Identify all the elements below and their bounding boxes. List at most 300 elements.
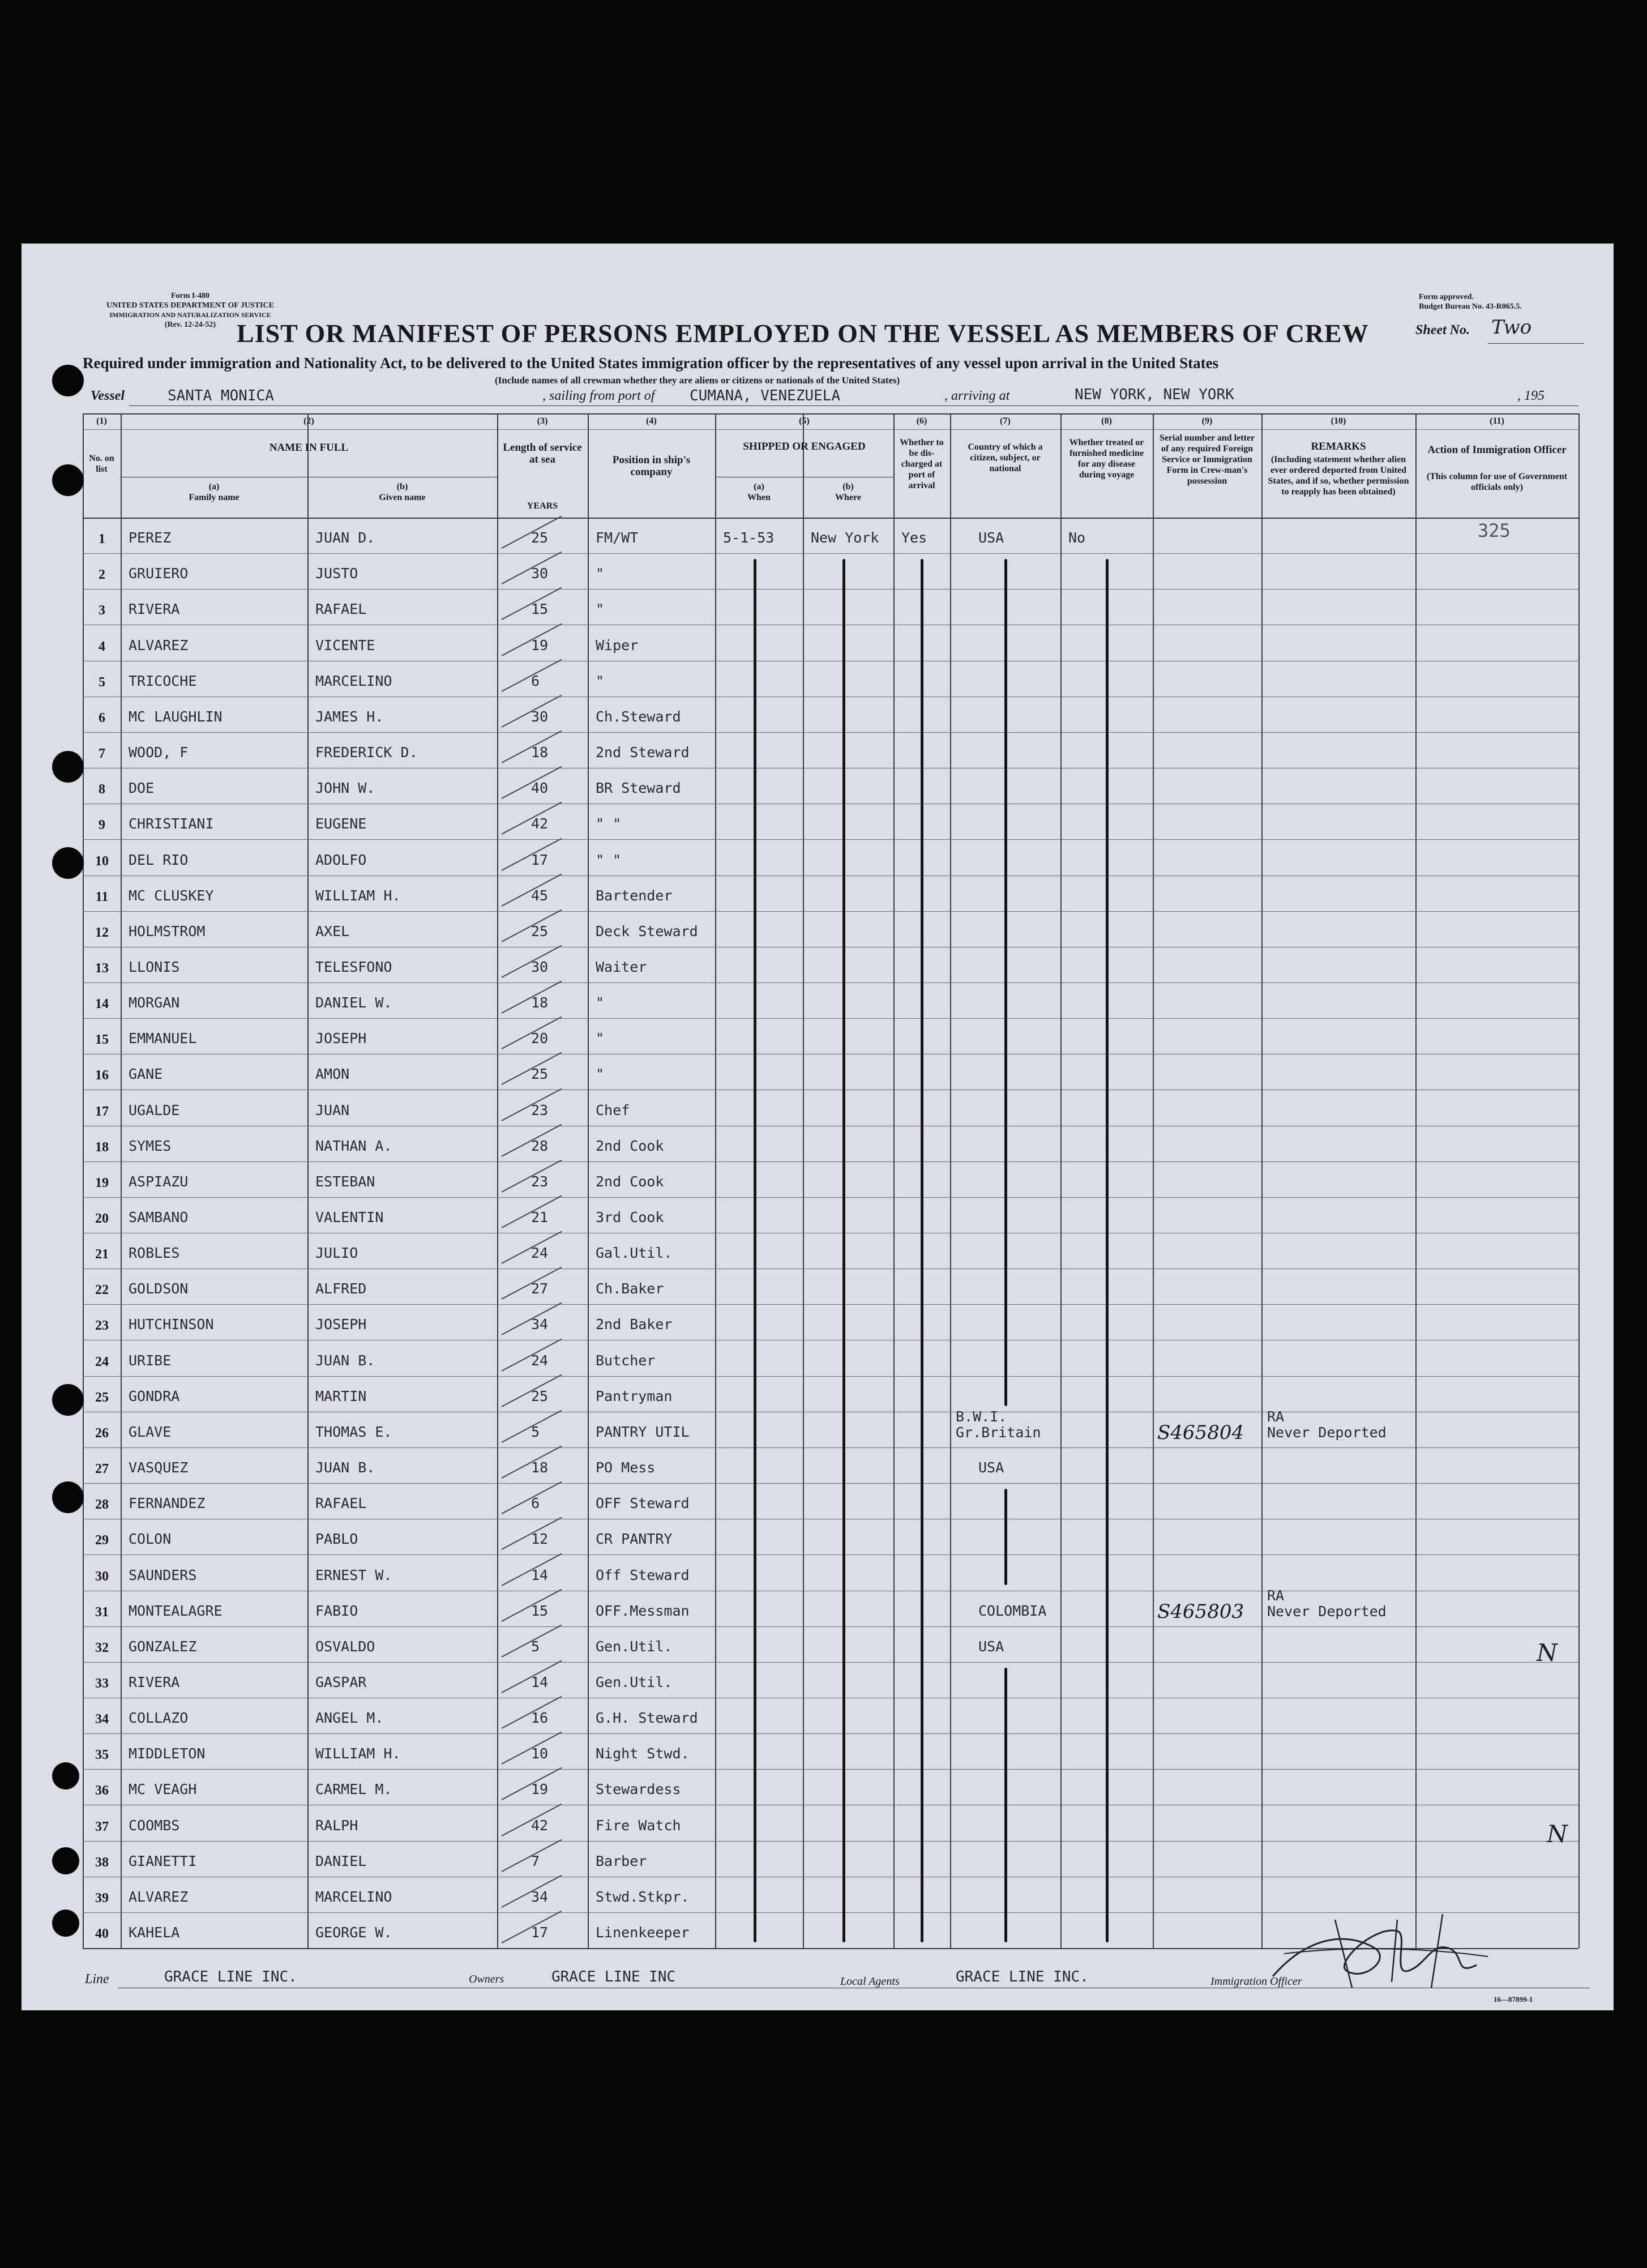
cell-years: 19 (531, 1781, 549, 1797)
cell-family: ASPIAZU (129, 1173, 189, 1190)
cell-years: 12 (531, 1531, 549, 1547)
row-rule (83, 1662, 1578, 1663)
cell-family: GANE (129, 1066, 163, 1082)
cell-given: GEORGE W. (315, 1924, 392, 1941)
row-number: 21 (95, 1247, 109, 1262)
cell-family: GLAVE (129, 1424, 172, 1440)
row-rule (83, 589, 1578, 590)
column-number: (5) (799, 416, 810, 426)
cell-years: 15 (531, 1603, 549, 1619)
row-rule (83, 553, 1578, 554)
row-number: 18 (95, 1140, 109, 1155)
cell-position: Barber (596, 1853, 647, 1869)
cell-years: 45 (531, 887, 549, 904)
cell-family: COOMBS (129, 1817, 180, 1834)
table-column-rule (588, 413, 589, 1948)
cell-family: MC VEAGH (129, 1781, 197, 1797)
cell-given: FREDERICK D. (315, 744, 418, 761)
cell-years: 42 (531, 1817, 549, 1834)
row-rule (83, 1769, 1578, 1770)
cell-years: 14 (531, 1674, 549, 1690)
cell-given: THOMAS E. (315, 1424, 392, 1440)
cell-family: COLLAZO (129, 1710, 189, 1726)
cell-position: Gen.Util. (596, 1674, 673, 1690)
cell-action: 325 (1478, 520, 1511, 541)
cell-given: AXEL (315, 923, 350, 939)
header-action: Action of Immigration Officer (1427, 444, 1567, 456)
cell-serial: S465803 (1157, 1600, 1244, 1623)
vessel-name: SANTA MONICA (168, 387, 274, 404)
row-number: 28 (95, 1497, 109, 1512)
cell-position: 2nd Steward (596, 744, 690, 761)
cell-given: PABLO (315, 1531, 358, 1547)
row-number: 22 (95, 1283, 109, 1297)
cell-years: 30 (531, 959, 549, 975)
row-number: 27 (95, 1462, 109, 1476)
cell-position: Linenkeeper (596, 1924, 690, 1941)
year-label: , 195 (1517, 388, 1545, 403)
cell-years: 21 (531, 1209, 549, 1225)
dept-line2: IMMIGRATION AND NATURALIZATION SERVICE (109, 311, 271, 319)
table-column-rule (83, 413, 84, 1948)
cell-years: 16 (531, 1710, 549, 1726)
sailing-port: CUMANA, VENEZUELA (690, 387, 841, 404)
column-number: (1) (96, 416, 107, 426)
cell-position: 2nd Cook (596, 1173, 664, 1190)
cell-given: VALENTIN (315, 1209, 384, 1225)
cell-position: Ch.Baker (596, 1280, 664, 1297)
header-family-name: (a) Family name (189, 482, 239, 502)
cell-years: 17 (531, 852, 549, 868)
ditto-line-country-1 (1004, 559, 1007, 1406)
row-rule (83, 911, 1578, 912)
cell-family: HOLMSTROM (129, 923, 206, 939)
form-number: Form I-480 (170, 292, 210, 300)
cell-position: Fire Watch (596, 1817, 681, 1834)
cell-given: AMON (315, 1066, 350, 1082)
cell-family: URIBE (129, 1352, 172, 1369)
header-when: (a) When (747, 482, 771, 502)
cell-family: SAMBANO (129, 1209, 189, 1225)
cell-given: JAMES H. (315, 708, 384, 725)
punch-hole (52, 847, 84, 879)
header-years: YEARS (527, 501, 558, 511)
table-column-rule (950, 413, 951, 1948)
table-column-rule (715, 413, 716, 1948)
punch-hole (52, 1910, 79, 1937)
cell-family: GIANETTI (129, 1853, 197, 1869)
column-number: (8) (1101, 416, 1112, 426)
ditto-line-when (754, 559, 756, 1942)
sailing-label: , sailing from port of (542, 388, 655, 403)
row-rule (83, 1483, 1578, 1484)
row-rule (83, 1626, 1578, 1627)
revision: (Rev. 12-24-52) (164, 321, 216, 329)
cell-years: 18 (531, 744, 549, 761)
row-number: 25 (95, 1390, 109, 1405)
row-rule (83, 1304, 1578, 1305)
cell-family: VASQUEZ (129, 1459, 189, 1476)
cell-serial: S465804 (1157, 1421, 1244, 1444)
sheet-number: Two (1491, 316, 1532, 339)
cell-given: JUAN B. (315, 1459, 375, 1476)
footer-officer-label: Immigration Officer (1210, 1975, 1302, 1988)
cell-family: RIVERA (129, 1674, 180, 1690)
cell-given: JOSEPH (315, 1030, 367, 1047)
cell-years: 27 (531, 1280, 549, 1297)
cell-where: New York (811, 529, 879, 546)
row-number: 12 (95, 925, 109, 940)
cell-years: 23 (531, 1173, 549, 1190)
header-length-of-service: Length of service at sea (503, 442, 585, 465)
cell-years: 30 (531, 565, 549, 582)
cell-years: 24 (531, 1352, 549, 1369)
officer-signature (1261, 1914, 1499, 1993)
row-number: 8 (99, 782, 105, 797)
row-number: 38 (95, 1855, 109, 1870)
cell-given: WILLIAM H. (315, 1745, 401, 1762)
cell-family: RIVERA (129, 601, 180, 617)
cell-country: COLOMBIA (978, 1603, 1047, 1619)
cell-years: 5 (531, 1638, 540, 1655)
cell-years: 28 (531, 1138, 549, 1154)
row-rule (83, 1018, 1578, 1019)
cell-family: TRICOCHE (129, 673, 197, 689)
punch-hole (52, 1384, 84, 1416)
cell-family: ALVAREZ (129, 1889, 189, 1905)
cell-position: Off Steward (596, 1567, 690, 1583)
row-rule (83, 732, 1578, 733)
cell-given: ESTEBAN (315, 1173, 375, 1190)
row-number: 1 (99, 532, 105, 546)
cell-family: KAHELA (129, 1924, 180, 1941)
ditto-line-where (842, 559, 845, 1942)
header-name-in-full: NAME IN FULL (269, 442, 349, 454)
header-remarks-note: (Including statement whether alien ever ordered deported from United States, and if so, whether permission to reapply has been obtained) (1268, 455, 1411, 497)
cell-given: RAFAEL (315, 1495, 367, 1511)
form-title: LIST OR MANIFEST OF PERSONS EMPLOYED ON THE VESSEL AS MEMBERS OF CREW (237, 319, 1369, 348)
cell-given: JUAN D. (315, 529, 375, 546)
cell-years: 40 (531, 780, 549, 796)
cell-years: 7 (531, 1853, 540, 1869)
row-rule (83, 1447, 1578, 1448)
cell-given: JOSEPH (315, 1316, 367, 1332)
table-column-rule (1415, 413, 1417, 1948)
cell-family: SAUNDERS (129, 1567, 197, 1583)
row-rule (83, 1161, 1578, 1162)
column-number: (9) (1201, 416, 1213, 426)
header-remarks: REMARKS (1311, 441, 1366, 452)
cell-given: VICENTE (315, 637, 375, 654)
cell-given: MARCELINO (315, 673, 392, 689)
column-number: (2) (303, 416, 314, 426)
cell-family: MIDDLETON (129, 1745, 206, 1762)
cell-given: JUAN B. (315, 1352, 375, 1369)
cell-position: " " (596, 852, 622, 868)
cell-position: BR Steward (596, 780, 681, 796)
table-column-rule (307, 413, 309, 1948)
punch-hole (52, 1481, 84, 1513)
row-number: 9 (99, 818, 105, 832)
row-rule (83, 839, 1578, 840)
footer-owners-label: Owners (469, 1973, 504, 1985)
column-number: (6) (916, 416, 927, 426)
row-number: 6 (99, 711, 105, 725)
header-position: Position in ship's company (612, 454, 693, 478)
cell-when: 5-1-53 (723, 529, 775, 546)
budget-bureau: Budget Bureau No. 43-R065.5. (1419, 302, 1522, 311)
row-rule (83, 1376, 1578, 1377)
cell-given: FABIO (315, 1603, 358, 1619)
cell-given: JUAN (315, 1102, 350, 1118)
cell-years: 25 (531, 1066, 549, 1082)
header-where: (b) Where (835, 482, 861, 502)
cell-family: SYMES (129, 1138, 172, 1154)
sheet-label: Sheet No. (1415, 323, 1470, 338)
cell-family: MC LAUGHLIN (129, 708, 223, 725)
punch-hole (52, 751, 84, 783)
cell-position: Gen.Util. (596, 1638, 673, 1655)
cell-given: ANGEL M. (315, 1710, 384, 1726)
cell-discharged: Yes (901, 529, 927, 546)
row-rule (83, 1554, 1578, 1555)
include-line: (Include names of all crewman whether they are aliens or citizens or nationals of the United States) (495, 375, 900, 386)
cell-family: COLON (129, 1531, 172, 1547)
row-number: 30 (95, 1569, 109, 1584)
row-number: 34 (95, 1712, 109, 1727)
header-shipped-or-engaged: SHIPPED OR ENGAGED (743, 441, 866, 452)
cell-family: UGALDE (129, 1102, 180, 1118)
table-column-rule (121, 413, 122, 1948)
check-mark-31: N (1547, 1820, 1568, 1848)
cell-family: MONTEALAGRE (129, 1603, 223, 1619)
cell-position: 3rd Cook (596, 1209, 664, 1225)
cell-given: MARCELINO (315, 1889, 392, 1905)
column-number: (7) (1000, 416, 1011, 426)
header-serial: Serial number and letter of any required Foreign Service or Immigration Form in Crew-man's possession (1159, 433, 1257, 486)
cell-years: 24 (531, 1245, 549, 1261)
header-no-on-list: No. on list (89, 454, 117, 474)
cell-family: ROBLES (129, 1245, 180, 1261)
table-column-rule (1153, 413, 1154, 1948)
cell-given: ADOLFO (315, 852, 367, 868)
ditto-line-discharged (921, 559, 923, 1942)
cell-given: JULIO (315, 1245, 358, 1261)
sheet-underline (1488, 343, 1584, 344)
row-rule (83, 1912, 1578, 1913)
cell-given: OSVALDO (315, 1638, 375, 1655)
column-number: (10) (1331, 416, 1346, 426)
cell-position: " (596, 601, 605, 617)
cell-country: B.W.I. Gr.Britain (956, 1408, 1041, 1441)
row-number: 26 (95, 1426, 109, 1441)
row-number: 23 (95, 1318, 109, 1333)
row-rule (83, 875, 1578, 876)
cell-family: PEREZ (129, 529, 172, 546)
cell-position: OFF Steward (596, 1495, 690, 1511)
cell-position: FM/WT (596, 529, 639, 546)
cell-given: CARMEL M. (315, 1781, 392, 1797)
cell-position: Stewardess (596, 1781, 681, 1797)
header-medicine: Whether treated or furnished medicine for any disease during voyage (1069, 438, 1147, 480)
cell-years: 25 (531, 529, 549, 546)
cell-position: Ch.Steward (596, 708, 681, 725)
row-number: 32 (95, 1641, 109, 1655)
cell-years: 23 (531, 1102, 549, 1118)
header-discharged: Whether to be dis-charged at port of arrival (900, 438, 946, 490)
cell-years: 30 (531, 708, 549, 725)
row-rule (83, 1841, 1578, 1842)
cell-position: Pantryman (596, 1388, 673, 1404)
row-number: 16 (95, 1068, 109, 1083)
cell-years: 6 (531, 673, 540, 689)
cell-position: Butcher (596, 1352, 656, 1369)
cell-family: GONZALEZ (129, 1638, 197, 1655)
column-number: (4) (646, 416, 657, 426)
ditto-line-country-3 (1004, 1668, 1007, 1942)
row-number: 7 (99, 746, 105, 761)
cell-family: GRUIERO (129, 565, 189, 582)
cell-family: GONDRA (129, 1388, 180, 1404)
header-country: Country of which a citizen, subject, or national (968, 442, 1045, 473)
punch-hole (52, 365, 84, 396)
punch-hole (52, 1847, 79, 1874)
cell-position: Deck Steward (596, 923, 698, 939)
footer-owners-value: GRACE LINE INC (551, 1968, 676, 1985)
cell-given: RAFAEL (315, 601, 367, 617)
row-number: 3 (99, 603, 105, 618)
ditto-line-medicine (1106, 559, 1109, 1942)
row-number: 39 (95, 1891, 109, 1906)
cell-given: ALFRED (315, 1280, 367, 1297)
cell-position: G.H. Steward (596, 1710, 698, 1726)
row-number: 31 (95, 1605, 109, 1620)
cell-position: Bartender (596, 887, 673, 904)
table-column-rule (803, 413, 804, 1948)
cell-given: TELESFONO (315, 959, 392, 975)
row-number: 15 (95, 1032, 109, 1047)
row-number: 14 (95, 997, 109, 1011)
cell-given: DANIEL (315, 1853, 367, 1869)
arriving-label: , arriving at (944, 388, 1010, 403)
cell-position: Waiter (596, 959, 647, 975)
cell-years: 34 (531, 1316, 549, 1332)
cell-years: 42 (531, 815, 549, 832)
header-given-name: (b) Given name (379, 482, 426, 502)
cell-remarks: RA Never Deported (1267, 1587, 1387, 1620)
cell-years: 17 (531, 1924, 549, 1941)
table-column-rule (497, 413, 498, 1948)
cell-position: " (596, 673, 605, 689)
cell-years: 20 (531, 1030, 549, 1047)
cell-position: PO Mess (596, 1459, 656, 1476)
cell-position: 2nd Baker (596, 1316, 673, 1332)
row-number: 24 (95, 1355, 109, 1369)
footer-agents-value: GRACE LINE INC. (956, 1968, 1089, 1985)
punch-hole (52, 1762, 79, 1789)
cell-family: GOLDSON (129, 1280, 189, 1297)
cell-given: RALPH (315, 1817, 358, 1834)
cell-given: JOHN W. (315, 780, 375, 796)
table-column-rule (893, 413, 895, 1948)
cell-given: GASPAR (315, 1674, 367, 1690)
punch-hole (52, 464, 84, 496)
cell-years: 15 (531, 601, 549, 617)
header-action-note: (This column for use of Government officials only) (1426, 472, 1570, 492)
cell-given: WILLIAM H. (315, 887, 401, 904)
row-number: 13 (95, 961, 109, 976)
row-number: 11 (95, 890, 109, 904)
row-rule (83, 1733, 1578, 1734)
cell-position: OFF.Messman (596, 1603, 690, 1619)
cell-country: USA (978, 1638, 1004, 1655)
form-approved: Form approved. (1419, 293, 1474, 301)
cell-given: MARTIN (315, 1388, 367, 1404)
check-mark-26: N (1537, 1639, 1558, 1667)
cell-years: 14 (531, 1567, 549, 1583)
cell-given: DANIEL W. (315, 994, 392, 1011)
cell-years: 10 (531, 1745, 549, 1762)
row-number: 36 (95, 1783, 109, 1798)
cell-position: PANTRY UTIL (596, 1424, 690, 1440)
cell-family: WOOD, F (129, 744, 189, 761)
footer-line-label: Line (85, 1972, 109, 1987)
column-number: (11) (1490, 416, 1504, 426)
cell-family: DOE (129, 780, 155, 796)
footer-agents-label: Local Agents (840, 1975, 900, 1988)
cell-medicine: No (1068, 529, 1086, 546)
column-number: (3) (537, 416, 548, 426)
row-number: 19 (95, 1176, 109, 1190)
row-number: 35 (95, 1748, 109, 1762)
cell-years: 34 (531, 1889, 549, 1905)
cell-years: 25 (531, 1388, 549, 1404)
footer-line-value: GRACE LINE INC. (164, 1968, 297, 1985)
cell-position: Gal.Util. (596, 1245, 673, 1261)
cell-remarks: RA Never Deported (1267, 1408, 1387, 1441)
cell-family: ALVAREZ (129, 637, 189, 654)
dept-line1: UNITED STATES DEPARTMENT OF JUSTICE (106, 301, 274, 310)
row-rule (83, 1268, 1578, 1269)
row-rule (83, 1197, 1578, 1198)
row-number: 40 (95, 1927, 109, 1941)
cell-position: Night Stwd. (596, 1745, 690, 1762)
cell-family: CHRISTIANI (129, 815, 214, 832)
row-number: 29 (95, 1533, 109, 1548)
table-column-rule (1060, 413, 1062, 1948)
cell-country: USA (978, 529, 1004, 546)
cell-position: Wiper (596, 637, 639, 654)
cell-years: 19 (531, 637, 549, 654)
row-number: 20 (95, 1211, 109, 1226)
row-number: 17 (95, 1104, 109, 1119)
cell-position: " (596, 1066, 605, 1082)
manifest-form (22, 244, 1614, 2010)
cell-years: 6 (531, 1495, 540, 1511)
row-number: 37 (95, 1819, 109, 1834)
cell-family: MORGAN (129, 994, 180, 1011)
cell-position: " (596, 1030, 605, 1047)
cell-family: FERNANDEZ (129, 1495, 206, 1511)
cell-position: Chef (596, 1102, 630, 1118)
required-line: Required under immigration and Nationality Act, to be delivered to the United States immigration officer by the representatives of any vessel upon arrival in the United States (83, 354, 1219, 371)
cell-given: JUSTO (315, 565, 358, 582)
cell-country: USA (978, 1459, 1004, 1476)
row-number: 33 (95, 1676, 109, 1691)
table-column-rule (1578, 413, 1580, 1948)
row-number: 5 (99, 675, 105, 690)
cell-family: DEL RIO (129, 852, 189, 868)
